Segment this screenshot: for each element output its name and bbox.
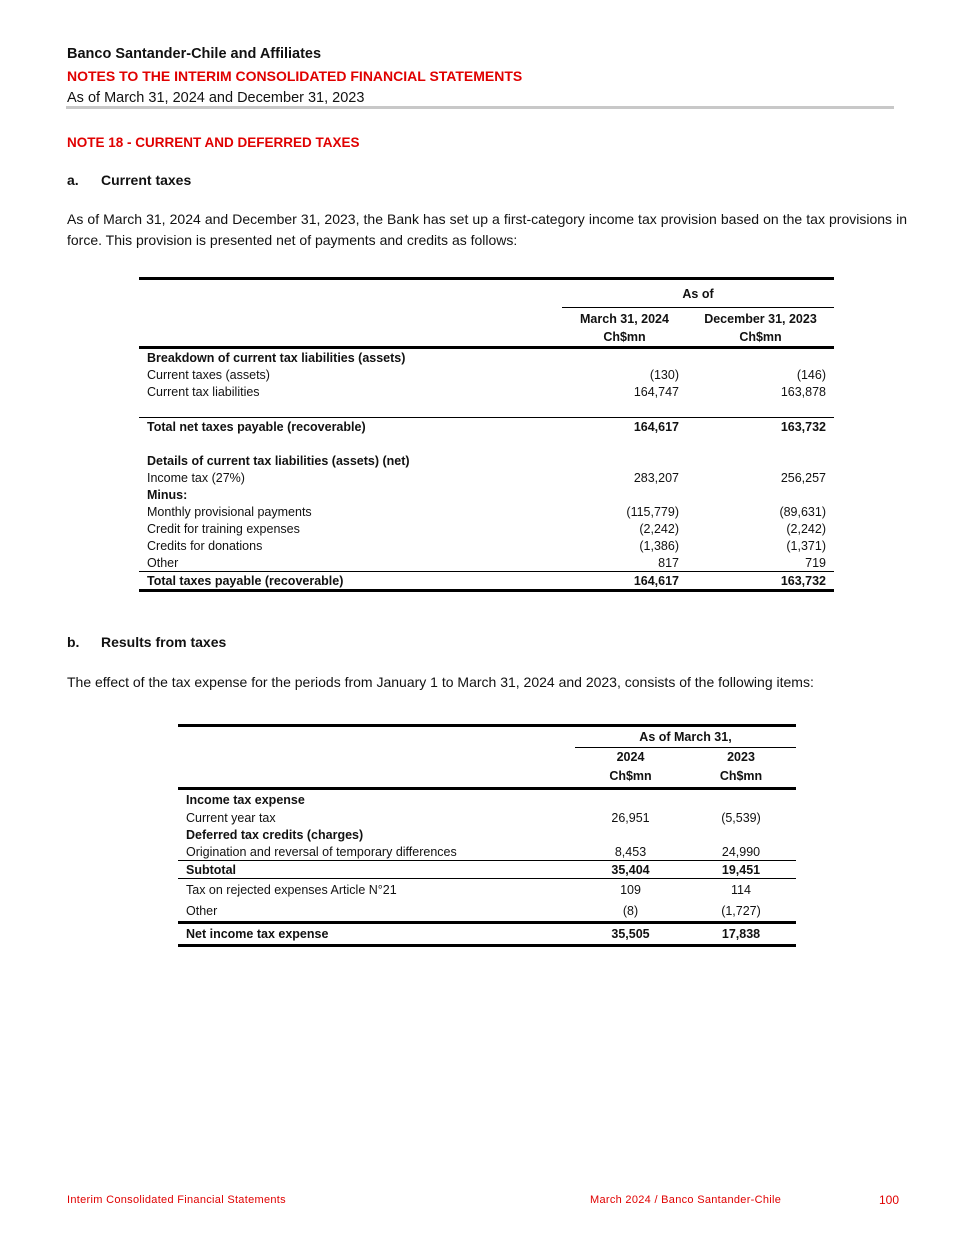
footer-document-title: Interim Consolidated Financial Statements — [67, 1194, 286, 1206]
row-label: Net income tax expense — [186, 927, 329, 941]
row-label: Other — [147, 555, 179, 570]
table-row — [139, 520, 834, 537]
table-row — [139, 572, 834, 591]
table-row — [178, 826, 796, 843]
as-of-date: As of March 31, 2024 and December 31, 2023 — [67, 90, 365, 106]
table1-col1-header: March 31, 2024 — [580, 311, 669, 326]
row-value-2024: 164,617 — [633, 573, 679, 588]
section-b-paragraph: The effect of the tax expense for the periods from January 1 to March 31, 2024 and 2023, consists of the following items: — [67, 674, 814, 690]
table1-col1-unit: Ch$mn — [603, 329, 646, 344]
row-value-2024: (130) — [649, 367, 679, 382]
table-row — [139, 452, 834, 469]
table-row — [178, 923, 796, 946]
row-value-2023: 24,990 — [721, 844, 761, 859]
table-row — [139, 554, 834, 572]
table-row — [178, 861, 796, 879]
row-label: Current taxes (assets) — [147, 367, 270, 382]
table-row — [178, 901, 796, 923]
row-label: Monthly provisional payments — [147, 504, 312, 519]
row-value-2023: (1,727) — [721, 904, 761, 918]
row-value-2024: 283,207 — [633, 470, 679, 485]
row-value-2023: (89,631) — [779, 504, 826, 519]
table1-heading-minus: Minus: — [147, 487, 188, 502]
row-label: Origination and reversal of temporary differences — [186, 844, 457, 859]
table2-col1-header: 2024 — [616, 749, 645, 764]
notes-title: NOTES TO THE INTERIM CONSOLIDATED FINANCIAL STATEMENTS — [67, 68, 523, 84]
table-row — [139, 503, 834, 520]
section-a-paragraph: As of March 31, 2024 and December 31, 2023, the Bank has set up a first-category income tax provision based on the tax provisions in force. This provision is presented net of payments and credits as follows: — [67, 211, 907, 248]
header-divider — [66, 106, 894, 109]
footer-period: March 2024 / Banco Santander-Chile — [590, 1194, 782, 1206]
row-value-2023: (2,242) — [786, 521, 826, 536]
row-value-2024: 26,951 — [611, 810, 650, 825]
table1-heading-details: Details of current tax liabilities (assets) (net) — [147, 453, 410, 468]
table2-heading-deferred: Deferred tax credits (charges) — [186, 827, 364, 842]
row-label: Total taxes payable (recoverable) — [147, 573, 344, 588]
table-row — [178, 809, 796, 826]
row-value-2023: 17,838 — [721, 927, 761, 941]
table-row — [139, 366, 834, 383]
row-label: Current tax liabilities — [147, 384, 260, 399]
table1-col2-header: December 31, 2023 — [704, 311, 817, 326]
note-title: NOTE 18 - CURRENT AND DEFERRED TAXES — [67, 135, 360, 150]
table-row — [139, 383, 834, 400]
row-value-2024: 817 — [658, 555, 679, 570]
row-label: Credits for donations — [147, 538, 263, 553]
row-value-2024: (115,779) — [626, 504, 679, 519]
table2-group-header: As of March 31, — [575, 726, 796, 748]
row-value-2023: (1,371) — [786, 538, 826, 553]
table1-group-header: As of — [562, 279, 834, 308]
row-value-2024: 8,453 — [614, 844, 647, 859]
row-value-2024: 35,404 — [611, 862, 650, 877]
tax-expense-table — [178, 724, 796, 947]
current-taxes-table — [139, 277, 834, 592]
company-name: Banco Santander-Chile and Affiliates — [67, 46, 322, 62]
table2-col2-header: 2023 — [727, 749, 755, 764]
table2-col1-unit: Ch$mn — [609, 769, 652, 783]
section-a-letter: a. — [67, 172, 79, 188]
row-value-2023: 163,732 — [780, 419, 826, 434]
table1-heading-breakdown: Breakdown of current tax liabilities (assets) — [147, 350, 406, 365]
row-value-2024: 109 — [620, 883, 641, 897]
section-b-letter: b. — [67, 634, 80, 650]
page-number: 100 — [879, 1193, 900, 1207]
table-row — [139, 469, 834, 486]
row-value-2024: 164,617 — [633, 419, 679, 434]
row-label: Credit for training expenses — [147, 521, 300, 536]
row-label: Income tax (27%) — [147, 470, 245, 485]
table-row — [178, 843, 796, 861]
table-row — [139, 486, 834, 503]
row-value-2024: 164,747 — [633, 384, 679, 399]
row-value-2023: 256,257 — [780, 470, 826, 485]
row-value-2023: 719 — [805, 555, 826, 570]
table1-col2-unit: Ch$mn — [739, 329, 782, 344]
row-value-2023: 19,451 — [721, 862, 761, 877]
table-row — [178, 879, 796, 902]
row-value-2024: (8) — [622, 904, 639, 918]
row-value-2024: 35,505 — [611, 927, 650, 941]
row-label: Tax on rejected expenses Article N°21 — [186, 883, 397, 897]
row-label: Other — [186, 904, 218, 918]
section-a-title: Current taxes — [101, 172, 192, 188]
row-value-2024: (2,242) — [639, 521, 679, 536]
row-value-2023: (146) — [796, 367, 826, 382]
row-label: Total net taxes payable (recoverable) — [147, 419, 366, 434]
row-value-2023: (5,539) — [721, 810, 761, 825]
table2-col2-unit: Ch$mn — [719, 769, 763, 783]
row-value-2024: (1,386) — [639, 538, 679, 553]
table-row — [139, 537, 834, 554]
row-value-2023: 163,878 — [780, 384, 826, 399]
row-label: Subtotal — [186, 862, 236, 877]
table-row — [139, 418, 834, 436]
row-label: Current year tax — [186, 810, 276, 825]
section-b-title: Results from taxes — [101, 634, 227, 650]
table-row — [178, 789, 796, 810]
table2-heading-income-tax: Income tax expense — [186, 792, 305, 807]
table-row — [139, 348, 834, 367]
row-value-2023: 163,732 — [780, 573, 826, 588]
row-value-2023: 114 — [731, 883, 751, 897]
